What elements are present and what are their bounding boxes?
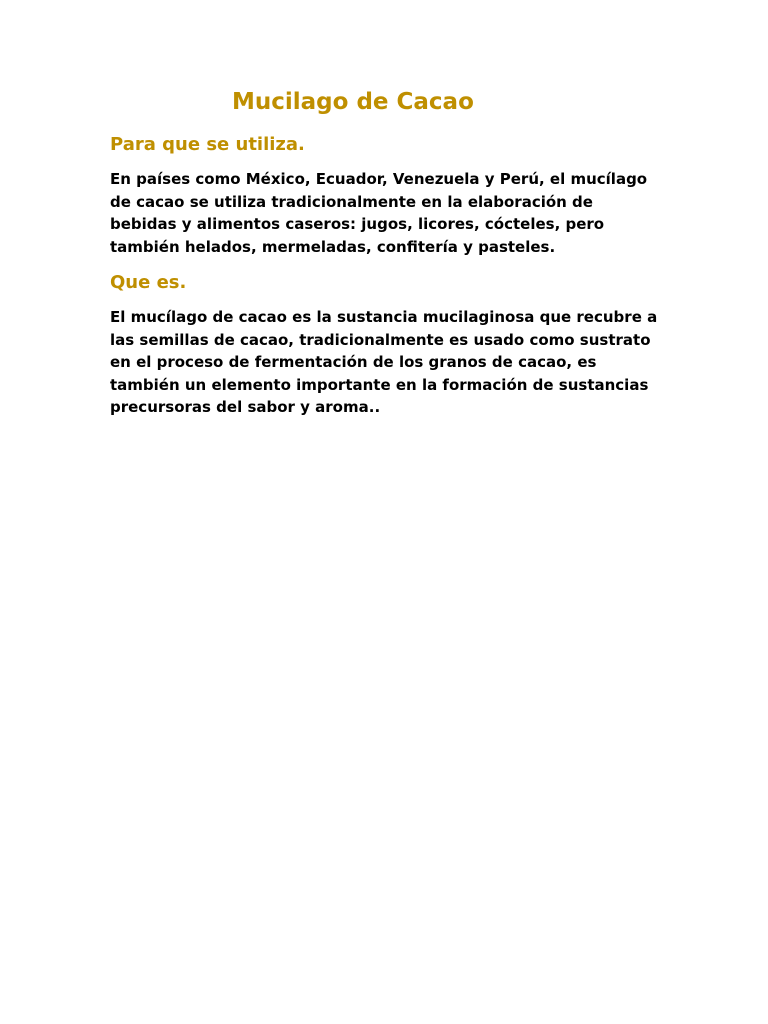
section-paragraph-uses: En países como México, Ecuador, Venezuela y Perú, el mucílago de cacao se utiliza tradicionalmente en la elaboración de bebidas y alimentos caseros: jugos, licores, cócteles, pero también helados, mermeladas, confitería y pasteles. (110, 170, 648, 256)
section-paragraph-definition: El mucílago de cacao es la sustancia mucilaginosa que recubre a las semillas de cacao, tradicionalmente es usado como sustrato en el proceso de fermentación de los granos de cacao, es también un elemento importante en la formación de sustancias precursoras del sabor y aroma.. (110, 308, 658, 416)
section-heading-definition: Que es. (110, 272, 187, 293)
section-heading-uses: Para que se utiliza. (110, 134, 305, 155)
document-title: Mucilago de Cacao (232, 89, 474, 115)
